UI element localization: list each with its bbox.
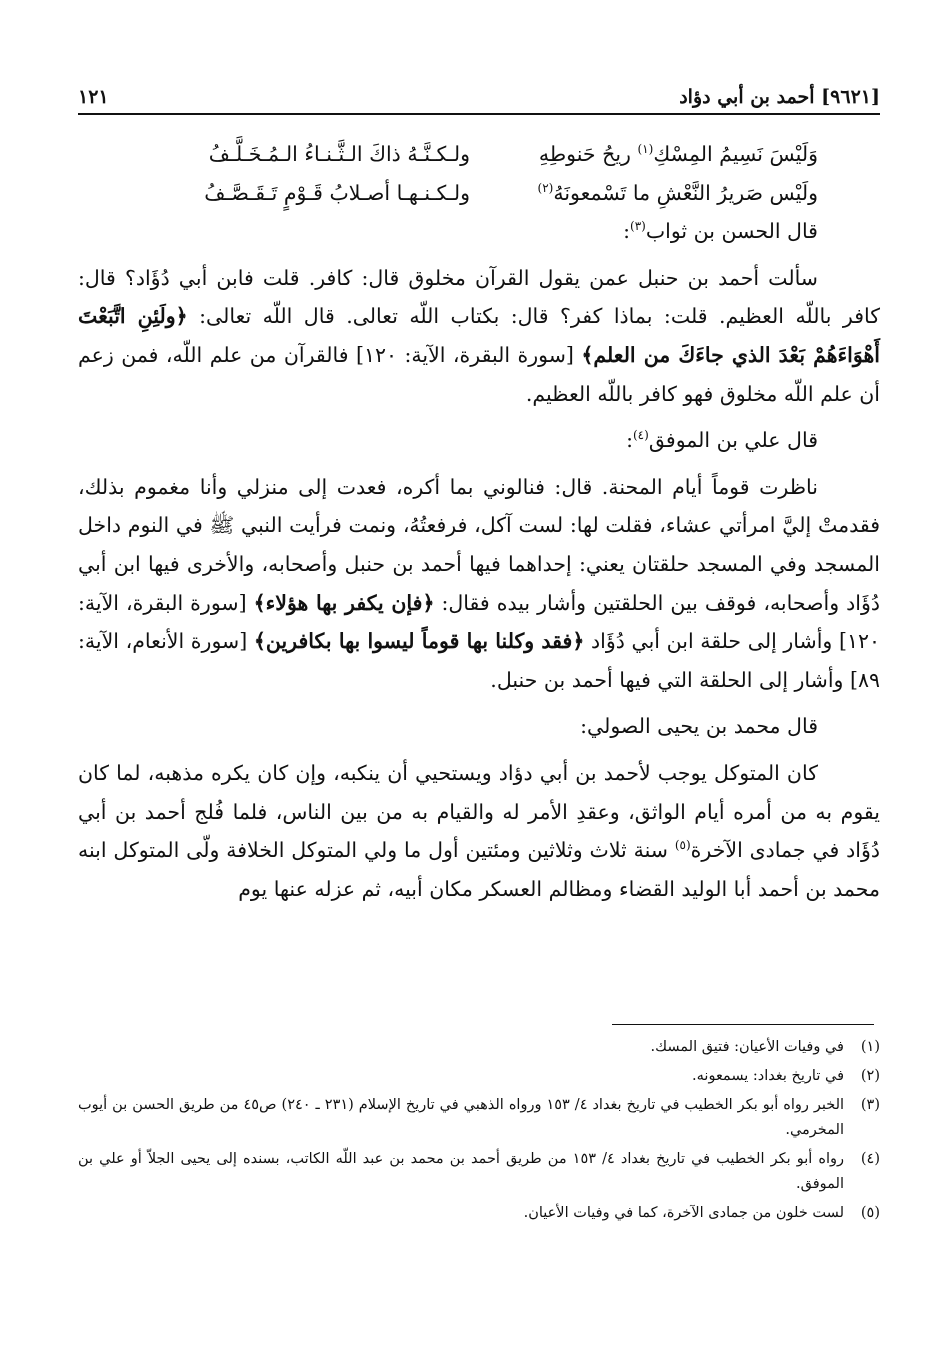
verse-line — [78, 135, 880, 174]
footnote-ref: (٤) — [632, 428, 649, 443]
footnote-number: (٤) — [860, 1151, 880, 1167]
quran-quote: ﴿فإن يكفر بها هؤلاء﴾ — [253, 590, 435, 615]
paragraph: كان المتوكل يوجب لأحمد بن أبي دؤاد ويستحيي أن ينكبه، وإن كان يكره مذهبه، لما كان يقوم به من أمره أيام الواثق، وعقدِ الأمر له والقيام به من بين الناس، فلما فُلج أحمد بن أبي دُؤَاد في جمادى الآخرة$^{(٥)}$ سنة ثلاث وثلاثين ومئتين أول ما ولي المتوكل الخلافة ولّى المتوكل ابنه محمد بن أحمد أبا الوليد القضاء ومظالم العسكر مكان أبيه، ثم عزله عنها يوم — [78, 760, 880, 901]
verse-first-hemistich: وَلَيْسَ نَسِيمُ المِسْكِ$^{(١)}$ ريحُ حَنوطِهِ — [538, 142, 818, 166]
verse-second-hemistich: ولـكـنَّـهُ ذاكَ الـثَّـنـاءُ الـمُـخَـلَّـفُ — [208, 142, 470, 166]
footnotes — [78, 1035, 880, 1230]
footnote-number: (٢) — [860, 1068, 880, 1084]
footnote-text: في وفيات الأعيان: فتيق المسك. — [650, 1039, 844, 1055]
footnote — [78, 1035, 880, 1060]
footnote-ref: (٥) — [674, 838, 691, 853]
page-number: ١٢١ — [78, 86, 109, 108]
footnote — [78, 1147, 880, 1197]
header-rule — [78, 113, 880, 115]
paragraph: ناظرت قوماً أيام المحنة. قال: فنالوني بما أكره، فعدت إلى منزلي وأنا مغموم بذلك، فقدمتْ إليَّ امرأتي عشاء، فقلت لها: لست آكل، فرفعتُهُ، ونمت فرأيت النبي ﷺ في النوم داخل المسجد وفي المسجد حلقتان يعني: إحداهما فيها أحمد بن حنبل وأصحابه، والأخرى فيها ابن أبي دُؤَاد وأصحابه، فوقف بين الحلقتين وأشار بيده فقال: ﴿فإن يكفر بها هؤلاء﴾ [سورة البقرة، الآية: ١٢٠] وأشار إلى حلقة ابن أبي دُؤَاد ﴿فقد وكلنا بها قوماً ليسوا بها بكافرين﴾ [سورة الأنعام، الآية: ٨٩] وأشار إلى الحلقة التي فيها أحمد بن حنبل. — [78, 474, 881, 692]
narrator-intro: قال محمد بن يحيى الصولي: — [580, 714, 818, 739]
verse-first-hemistich: ولَيْس صَريرُ النَّعْشِ ما تَسْمعونَهُ$^{(٢)}$ — [537, 180, 818, 205]
footnote-rule — [612, 1024, 874, 1025]
footnote-ref: (٢) — [537, 180, 554, 195]
verse-line — [78, 174, 880, 213]
footnote — [78, 1201, 880, 1226]
footnote-ref: (١) — [637, 142, 654, 157]
paragraph: سألت أحمد بن حنبل عمن يقول القرآن مخلوق قال: كافر. قلت فابن أبي دُؤَاد؟ قال: كافر باللّه العظيم. قلت: بماذا كفر؟ قال: بكتاب اللّه تعالى. قال اللّه تعالى: ﴿ولَئِنِ اتَّبَعْتَ أَهْوَاءَهُمْ بَعْدَ الذي جاءَكَ من العلم﴾ [سورة البقرة، الآية: ١٢٠] فالقرآن من علم اللّه، فمن زعم أن علم اللّه مخلوق فهو كافر باللّه العظيم. — [78, 265, 880, 406]
verse-second-hemistich: ولـكـنـهـا أصـلابُ قَـوْمٍ تَـقَـصَّـفُ — [204, 180, 470, 205]
narrator-intro: قال الحسن بن ثواب$^{(٣)}$: — [623, 219, 818, 244]
page-header — [78, 78, 880, 108]
footnote-text: الخبر رواه أبو بكر الخطيب في تاريخ بغداد ٤/ ١٥٣ ورواه الذهبي في تاريخ الإسلام (٢٣١ ـ ٢٤٠) ص٤٥ من طريق الحسن بن أيوب المخرمي. — [78, 1097, 845, 1138]
footnote — [78, 1064, 880, 1089]
footnote-text: لست خلون من جمادى الآخرة، كما في وفيات الأعيان. — [523, 1205, 844, 1221]
footnote-ref: (٣) — [630, 219, 646, 234]
footnote-text: في تاريخ بغداد: يسمعونه. — [692, 1068, 844, 1084]
footnote-number: (٥) — [860, 1205, 880, 1221]
quran-quote: ﴿ولَئِنِ اتَّبَعْتَ أَهْوَاءَهُمْ بَعْدَ الذي جاءَكَ من العلم﴾ — [78, 304, 880, 367]
narrator-intro: قال علي بن الموفق$^{(٤)}$: — [626, 428, 818, 453]
footnote-text: رواه أبو بكر الخطيب في تاريخ بغداد ٤/ ١٥٣ من طريق أحمد بن محمد بن عبد اللّه الكاتب، بسنده إلى يحيى الجلاّ أو علي بن الموفق. — [78, 1151, 844, 1192]
footnote — [78, 1093, 880, 1143]
running-title: [٩٦٢١] أحمد بن أبي دؤاد — [679, 86, 880, 108]
footnote-number: (٣) — [860, 1097, 880, 1113]
quran-quote: ﴿فقد وكلنا بها قوماً ليسوا بها بكافرين﴾ — [253, 629, 585, 654]
main-text — [78, 135, 880, 908]
footnote-number: (١) — [860, 1039, 880, 1055]
